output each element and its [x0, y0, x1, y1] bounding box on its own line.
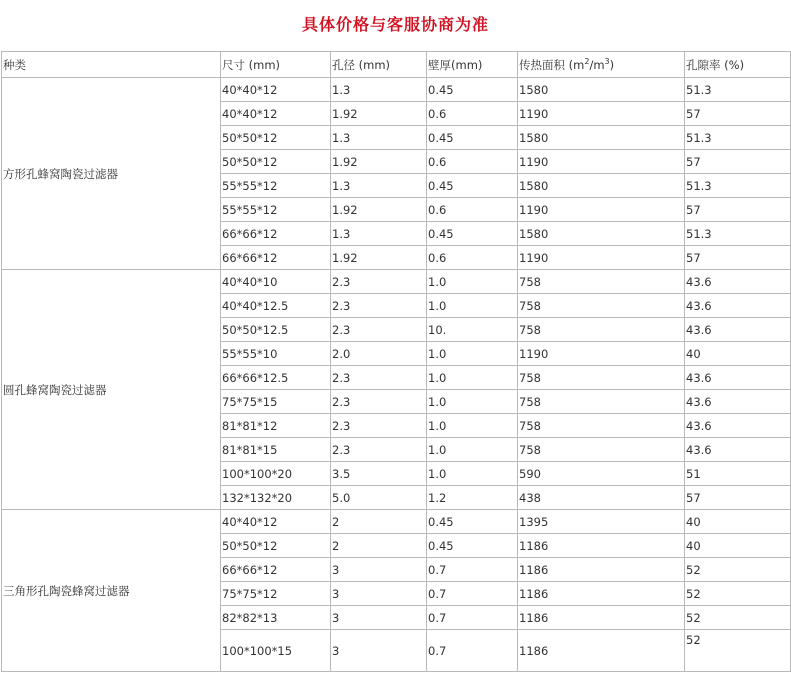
cell-porosity: 57 [685, 102, 791, 126]
cell-area: 1186 [518, 534, 685, 558]
cell-wall: 10. [427, 318, 518, 342]
cell-porosity: 43.6 [685, 270, 791, 294]
cell-size: 100*100*15 [221, 630, 331, 672]
cell-wall: 0.7 [427, 606, 518, 630]
header-porosity: 孔隙率 (%) [685, 52, 791, 78]
cell-hole: 1.92 [331, 246, 427, 270]
cell-wall: 1.0 [427, 342, 518, 366]
cell-porosity: 57 [685, 150, 791, 174]
cell-area: 1190 [518, 198, 685, 222]
header-area-prefix: 传热面积 (m [519, 57, 585, 72]
cell-hole: 1.3 [331, 78, 427, 102]
cell-area: 758 [518, 294, 685, 318]
cell-wall: 0.7 [427, 630, 518, 672]
cell-porosity: 52 [685, 582, 791, 606]
cell-hole: 1.3 [331, 126, 427, 150]
cell-area: 438 [518, 486, 685, 510]
cell-wall: 0.45 [427, 534, 518, 558]
cell-porosity: 57 [685, 198, 791, 222]
cell-area: 1190 [518, 246, 685, 270]
cell-wall: 1.0 [427, 414, 518, 438]
cell-porosity: 43.6 [685, 390, 791, 414]
header-size: 尺寸 (mm) [221, 52, 331, 78]
table-header-row [2, 52, 791, 78]
spec-table [1, 51, 791, 672]
header-hole: 孔径 (mm) [331, 52, 427, 78]
cell-porosity: 43.6 [685, 438, 791, 462]
cell-wall: 1.0 [427, 462, 518, 486]
cell-porosity: 51 [685, 462, 791, 486]
cell-wall: 1.0 [427, 270, 518, 294]
cell-size: 81*81*15 [221, 438, 331, 462]
cell-porosity: 43.6 [685, 414, 791, 438]
cell-area: 1190 [518, 102, 685, 126]
cell-porosity: 52 [685, 558, 791, 582]
cell-hole: 2.0 [331, 342, 427, 366]
cell-area: 758 [518, 390, 685, 414]
cell-hole: 3 [331, 630, 427, 672]
category-cell: 方形孔蜂窝陶瓷过滤器 [2, 78, 221, 270]
cell-porosity: 57 [685, 486, 791, 510]
cell-size: 66*66*12 [221, 222, 331, 246]
cell-wall: 0.45 [427, 126, 518, 150]
cell-size: 132*132*20 [221, 486, 331, 510]
cell-porosity: 43.6 [685, 294, 791, 318]
cell-area: 1190 [518, 150, 685, 174]
cell-size: 40*40*12 [221, 510, 331, 534]
cell-wall: 0.45 [427, 510, 518, 534]
cell-size: 81*81*12 [221, 414, 331, 438]
cell-area: 1580 [518, 174, 685, 198]
cell-size: 82*82*13 [221, 606, 331, 630]
cell-area: 758 [518, 438, 685, 462]
cell-porosity: 51.3 [685, 126, 791, 150]
page-title: 具体价格与客服协商为准 [301, 15, 489, 34]
cell-wall: 0.6 [427, 150, 518, 174]
cell-wall: 0.45 [427, 174, 518, 198]
cell-size: 55*55*12 [221, 174, 331, 198]
cell-hole: 1.92 [331, 150, 427, 174]
cell-hole: 2.3 [331, 294, 427, 318]
cell-size: 50*50*12.5 [221, 318, 331, 342]
cell-wall: 0.7 [427, 558, 518, 582]
category-cell: 圆孔蜂窝陶瓷过滤器 [2, 270, 221, 510]
category-cell: 三角形孔陶瓷蜂窝过滤器 [2, 510, 221, 672]
cell-hole: 1.3 [331, 222, 427, 246]
cell-area: 1186 [518, 630, 685, 672]
cell-size: 66*66*12 [221, 246, 331, 270]
cell-hole: 2.3 [331, 438, 427, 462]
table-row [2, 270, 791, 294]
cell-area: 758 [518, 318, 685, 342]
spec-table-body [2, 52, 791, 672]
cell-size: 40*40*12 [221, 78, 331, 102]
cell-wall: 0.6 [427, 198, 518, 222]
cell-hole: 3 [331, 582, 427, 606]
cell-hole: 1.92 [331, 102, 427, 126]
cell-area: 758 [518, 414, 685, 438]
cell-porosity: 40 [685, 342, 791, 366]
cell-size: 40*40*12.5 [221, 294, 331, 318]
cell-porosity: 52 [685, 630, 791, 672]
cell-area: 1395 [518, 510, 685, 534]
cell-size: 40*40*10 [221, 270, 331, 294]
cell-hole: 2.3 [331, 366, 427, 390]
cell-wall: 1.0 [427, 294, 518, 318]
cell-size: 50*50*12 [221, 150, 331, 174]
cell-porosity: 40 [685, 510, 791, 534]
cell-size: 50*50*12 [221, 534, 331, 558]
header-area-mid: /m [589, 57, 605, 72]
cell-area: 1580 [518, 126, 685, 150]
cell-size: 100*100*20 [221, 462, 331, 486]
cell-area: 590 [518, 462, 685, 486]
cell-porosity: 57 [685, 246, 791, 270]
cell-wall: 0.45 [427, 222, 518, 246]
header-wall: 壁厚(mm) [427, 52, 518, 78]
cell-area: 1580 [518, 78, 685, 102]
cell-area: 758 [518, 270, 685, 294]
cell-hole: 2.3 [331, 414, 427, 438]
cell-size: 75*75*12 [221, 582, 331, 606]
header-category: 种类 [2, 52, 221, 78]
cell-hole: 2.3 [331, 270, 427, 294]
cell-porosity: 52 [685, 606, 791, 630]
cell-size: 75*75*15 [221, 390, 331, 414]
header-area-sup2: 3 [604, 56, 610, 66]
header-area-sup1: 2 [584, 56, 590, 66]
header-area-suffix: ) [609, 57, 615, 72]
cell-area: 1186 [518, 606, 685, 630]
cell-wall: 1.0 [427, 390, 518, 414]
cell-hole: 2 [331, 534, 427, 558]
cell-hole: 3 [331, 558, 427, 582]
cell-area: 1190 [518, 342, 685, 366]
cell-wall: 1.0 [427, 438, 518, 462]
cell-hole: 3.5 [331, 462, 427, 486]
cell-wall: 0.6 [427, 102, 518, 126]
cell-area: 758 [518, 366, 685, 390]
cell-hole: 2.3 [331, 390, 427, 414]
cell-porosity: 51.3 [685, 78, 791, 102]
cell-hole: 1.92 [331, 198, 427, 222]
table-row [2, 78, 791, 102]
cell-size: 66*66*12.5 [221, 366, 331, 390]
cell-porosity: 43.6 [685, 366, 791, 390]
cell-area: 1186 [518, 582, 685, 606]
cell-area: 1186 [518, 558, 685, 582]
cell-size: 50*50*12 [221, 126, 331, 150]
cell-size: 66*66*12 [221, 558, 331, 582]
cell-porosity: 40 [685, 534, 791, 558]
cell-porosity: 43.6 [685, 318, 791, 342]
cell-wall: 0.45 [427, 78, 518, 102]
cell-area: 1580 [518, 222, 685, 246]
cell-wall: 0.6 [427, 246, 518, 270]
cell-wall: 1.0 [427, 366, 518, 390]
cell-size: 55*55*10 [221, 342, 331, 366]
cell-wall: 0.7 [427, 582, 518, 606]
cell-size: 40*40*12 [221, 102, 331, 126]
header-area [518, 52, 685, 78]
cell-hole: 3 [331, 606, 427, 630]
cell-porosity: 51.3 [685, 222, 791, 246]
cell-wall: 1.2 [427, 486, 518, 510]
table-row [2, 510, 791, 534]
cell-hole: 2 [331, 510, 427, 534]
cell-hole: 2.3 [331, 318, 427, 342]
cell-size: 55*55*12 [221, 198, 331, 222]
cell-hole: 5.0 [331, 486, 427, 510]
cell-porosity: 51.3 [685, 174, 791, 198]
cell-hole: 1.3 [331, 174, 427, 198]
